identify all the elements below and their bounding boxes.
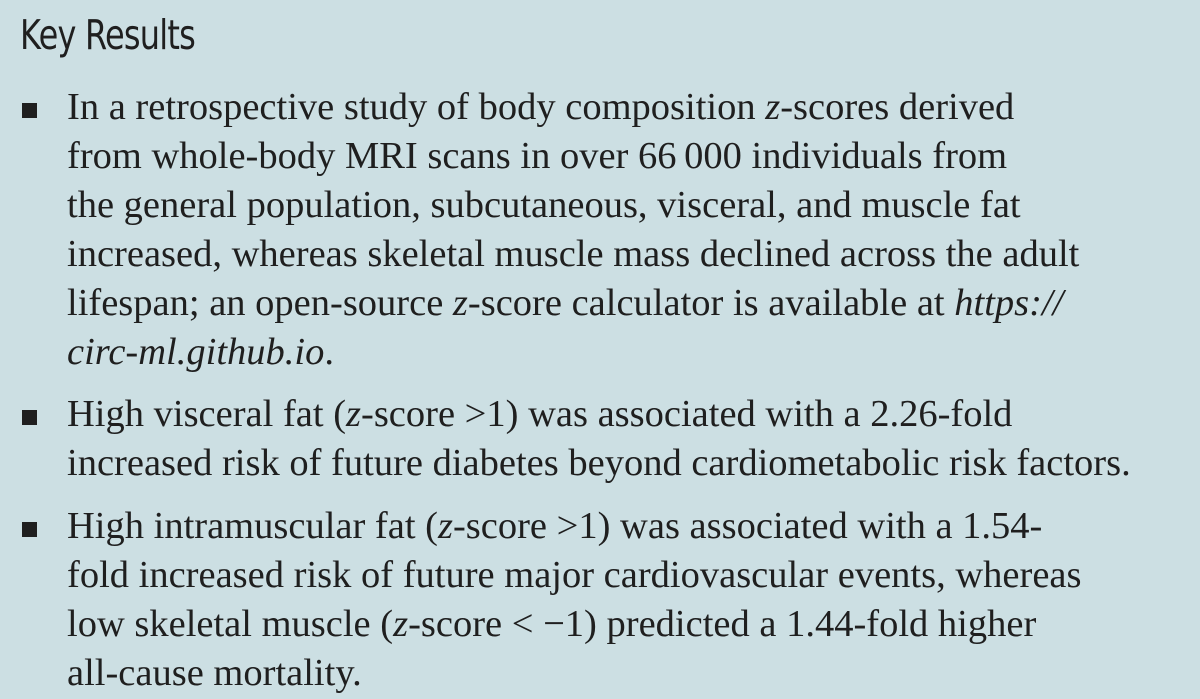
text-line [67, 551, 1182, 600]
text-line [67, 132, 1182, 181]
text-line [67, 439, 1182, 488]
text-line [67, 230, 1182, 279]
text-segment: low skeletal muscle ( [67, 603, 394, 645]
bullet-square-icon [22, 522, 37, 537]
text-segment: -score < −1) predicted a 1.44-fold higher [408, 603, 1037, 645]
text-segment: In a retrospective study of body composition [67, 86, 766, 128]
url-link-part[interactable]: circ-ml.github.io [67, 331, 325, 373]
text-line [67, 502, 1182, 551]
text-segment: -score calculator is available at [467, 282, 955, 324]
text-segment: -score >1) was associated with a 1.54- [452, 505, 1043, 547]
text-line [67, 328, 1182, 377]
section-heading: Key Results [20, 11, 196, 59]
text-segment-italic: z [452, 282, 468, 324]
text-segment: High visceral fat ( [67, 393, 347, 435]
url-link-part[interactable]: https:// [954, 282, 1064, 324]
text-segment: all-cause mortality. [67, 652, 362, 694]
text-segment: -scores derived [780, 86, 1015, 128]
text-segment-italic: z [346, 393, 361, 435]
text-segment: lifespan; an open-source [67, 282, 453, 324]
text-segment: . [324, 331, 334, 373]
bullet-square-icon [22, 410, 37, 425]
bullet-text [67, 502, 1182, 698]
bullet-text [67, 390, 1182, 488]
text-segment: -score >1) was associated with a 2.26-fold [361, 393, 1013, 435]
text-line [67, 83, 1182, 132]
text-line [67, 279, 1182, 328]
text-segment: from whole-body MRI scans in over 66 000 individuals from [67, 135, 1008, 177]
bullet-square-icon [22, 103, 37, 118]
text-segment: the general population, subcutaneous, visceral, and muscle fat [67, 184, 1021, 226]
text-segment-italic: z [765, 86, 781, 128]
text-line [67, 390, 1182, 439]
bullet-text [67, 83, 1182, 377]
text-segment: increased risk of future diabetes beyond cardiometabolic risk factors. [67, 442, 1131, 484]
text-line [67, 181, 1182, 230]
text-segment: High intramuscular fat ( [67, 505, 438, 547]
text-segment-italic: z [393, 603, 409, 645]
text-segment: increased, whereas skeletal muscle mass declined across the adult [67, 233, 1080, 275]
text-segment-italic: z [437, 505, 453, 547]
text-segment: fold increased risk of future major cardiovascular events, whereas [67, 554, 1082, 596]
text-line [67, 600, 1182, 649]
text-line [67, 649, 1182, 698]
